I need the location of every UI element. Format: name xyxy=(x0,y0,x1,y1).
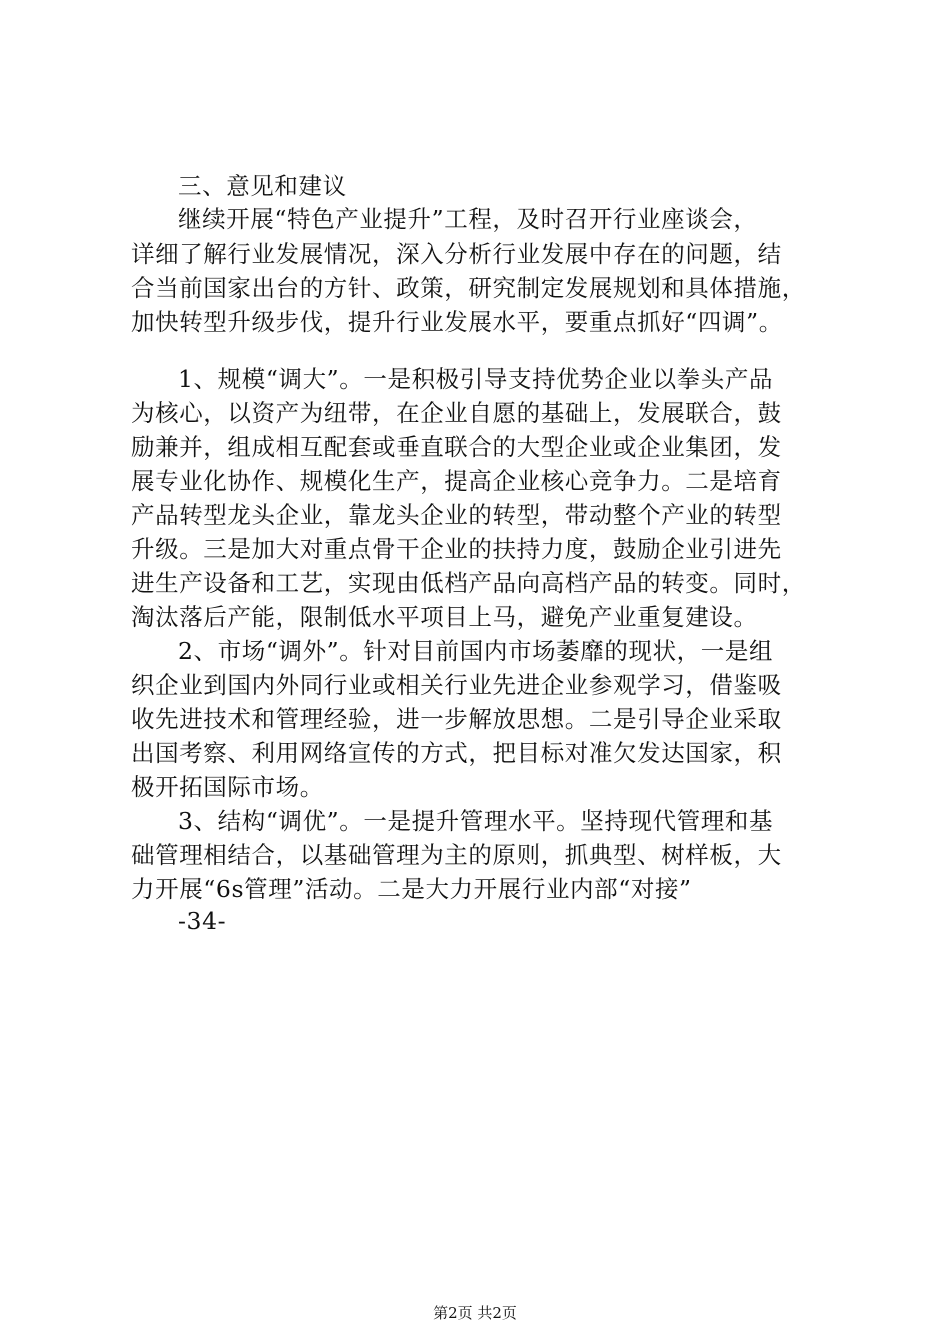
paragraph-line: 力开展“6s管理”活动。二是大力开展行业内部“对接” xyxy=(131,875,692,903)
page-marker: -34- xyxy=(178,907,227,935)
paragraph-line: 升级。三是加大对重点骨干企业的扶持力度，鼓励企业引进先 xyxy=(131,535,782,563)
paragraph-line: 收先进技术和管理经验，进一步解放思想。二是引导企业采取 xyxy=(131,705,782,733)
paragraph-line: 极开拓国际市场。 xyxy=(131,773,324,801)
paragraph-line: 展专业化协作、规模化生产，提高企业核心竞争力。二是培育 xyxy=(131,467,782,495)
paragraph-line: 加快转型升级步伐，提升行业发展水平，要重点抓好“四调”。 xyxy=(131,308,783,336)
paragraph-line: 进生产设备和工艺，实现由低档产品向高档产品的转变。同时， xyxy=(131,569,806,597)
paragraph-line: 3、结构“调优”。一是提升管理水平。坚持现代管理和基 xyxy=(178,807,774,835)
paragraph-line: 详细了解行业发展情况，深入分析行业发展中存在的问题，结 xyxy=(131,240,782,268)
paragraph-line: 2、市场“调外”。针对目前国内市场萎靡的现状，一是组 xyxy=(178,637,774,665)
paragraph-line: 础管理相结合，以基础管理为主的原则，抓典型、树样板，大 xyxy=(131,841,782,869)
page-footer: 第2页 共2页 xyxy=(433,1304,517,1322)
paragraph-line: 织企业到国内外同行业或相关行业先进企业参观学习，借鉴吸 xyxy=(131,671,782,699)
paragraph-line: 产品转型龙头企业，靠龙头企业的转型，带动整个产业的转型 xyxy=(131,501,782,529)
paragraph-line: 继续开展“特色产业提升”工程，及时召开行业座谈会， xyxy=(178,205,758,233)
paragraph-line: 为核心，以资产为纽带，在企业自愿的基础上，发展联合，鼓 xyxy=(131,399,782,427)
paragraph-line: 励兼并，组成相互配套或垂直联合的大型企业或企业集团，发 xyxy=(131,433,782,461)
section-heading: 三、意见和建议 xyxy=(178,172,347,200)
paragraph-line: 出国考察、利用网络宣传的方式，把目标对准欠发达国家，积 xyxy=(131,739,782,767)
paragraph-line: 淘汰落后产能，限制低水平项目上马，避免产业重复建设。 xyxy=(131,603,758,631)
paragraph-line: 合当前国家出台的方针、政策，研究制定发展规划和具体措施， xyxy=(131,274,806,302)
paragraph-line: 1、规模“调大”。一是积极引导支持优势企业以拳头产品 xyxy=(178,365,774,393)
